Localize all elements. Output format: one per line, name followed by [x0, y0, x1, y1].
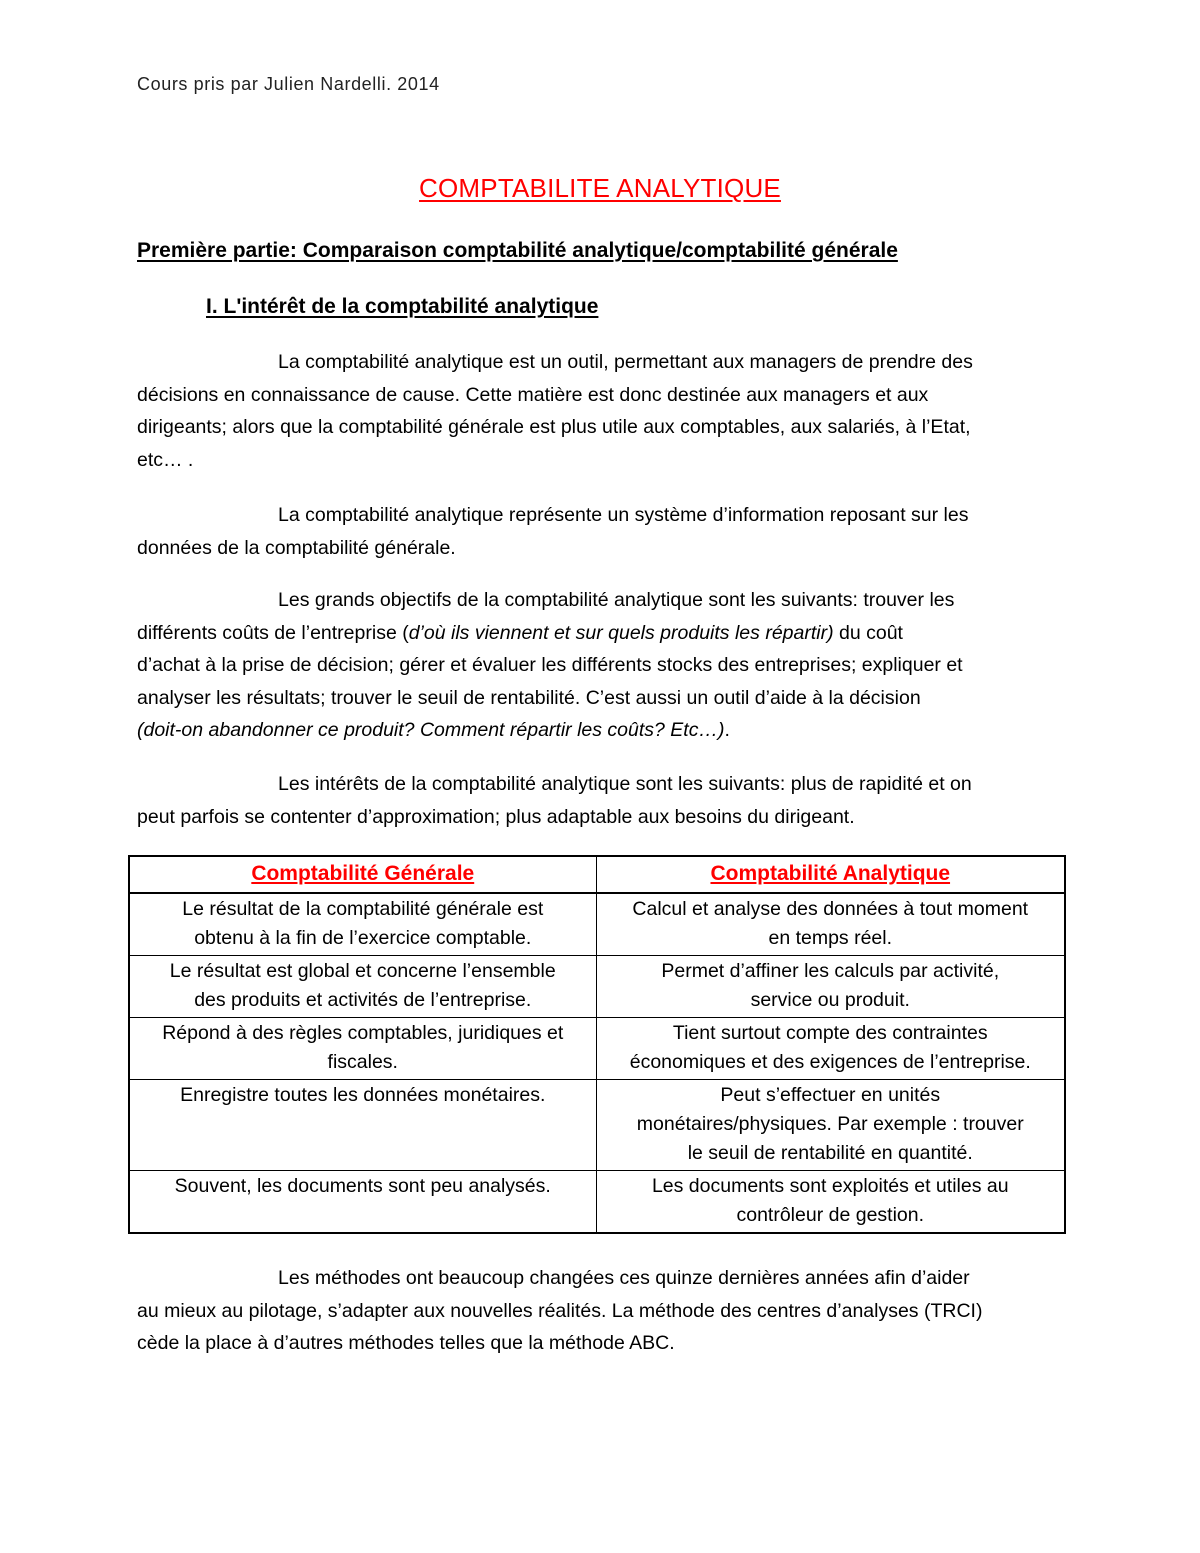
- cell-line: Peut s’effectuer en unités: [720, 1084, 941, 1106]
- table-cell-general: [129, 1080, 596, 1171]
- paragraph-line: [137, 617, 1067, 650]
- paragraph-line: données de la comptabilité générale.: [137, 536, 456, 559]
- table-cell-analytique: [596, 956, 1065, 1018]
- cell-line: contrôleur de gestion.: [736, 1204, 925, 1226]
- italic-text-run: (doit-on abandonner ce produit? Comment répartir les coûts? Etc…): [137, 719, 725, 741]
- cell-line: Souvent, les documents sont peu analysés.: [174, 1175, 551, 1197]
- table-cell-analytique: [596, 1018, 1065, 1080]
- text-run: .: [724, 719, 730, 741]
- cell-line: Le résultat de la comptabilité générale est: [182, 898, 544, 920]
- cell-line: Permet d’affiner les calculs par activité,: [661, 960, 1000, 982]
- comparison-table: [128, 855, 1066, 1234]
- cell-line: Tient surtout compte des contraintes: [672, 1022, 988, 1044]
- column-header-general: Comptabilité Générale: [129, 856, 596, 893]
- cell-line: des produits et activités de l’entreprise.: [194, 989, 532, 1011]
- paragraph-line: La comptabilité analytique représente un système d’information reposant sur les: [278, 504, 969, 526]
- cell-line: Calcul et analyse des données à tout moment: [632, 898, 1029, 920]
- table-cell-analytique: [596, 893, 1065, 956]
- cell-line: Répond à des règles comptables, juridiques et: [162, 1022, 564, 1044]
- table-header-row: [129, 856, 1065, 893]
- text-run: différents coûts de l’entreprise (: [137, 621, 409, 644]
- cell-line: en temps réel.: [768, 927, 893, 949]
- cell-line: Enregistre toutes les données monétaires.: [180, 1084, 546, 1106]
- section-heading: I. L'intérêt de la comptabilité analytique: [206, 295, 599, 318]
- paragraph-line: Les intérêts de la comptabilité analytique sont les suivants: plus de rapidité et on: [278, 773, 972, 795]
- paragraph-line: Les méthodes ont beaucoup changées ces quinze dernières années afin d’aider: [278, 1267, 970, 1289]
- paragraph-line: analyser les résultats; trouver le seuil de rentabilité. C’est aussi un outil d’aide à la décision: [137, 686, 921, 709]
- cell-line: le seuil de rentabilité en quantité.: [687, 1142, 973, 1164]
- table-row: [129, 1171, 1065, 1234]
- paragraph-line: décisions en connaissance de cause. Cette matière est donc destinée aux managers et aux: [137, 383, 929, 406]
- table-cell-general: [129, 1171, 596, 1234]
- table-cell-analytique: [596, 1171, 1065, 1234]
- column-header-analytique: Comptabilité Analytique: [596, 856, 1065, 893]
- cell-line: Les documents sont exploités et utiles au: [651, 1175, 1009, 1197]
- paragraph-methods: [137, 1262, 1067, 1360]
- table-cell-general: [129, 1018, 596, 1080]
- paragraph-objectives: [137, 584, 1067, 747]
- cell-line: monétaires/physiques. Par exemple : trouver: [636, 1113, 1024, 1135]
- table-cell-general: [129, 956, 596, 1018]
- italic-text-run: d’où ils viennent et sur quels produits les répartir): [408, 621, 834, 644]
- table-cell-general: [129, 893, 596, 956]
- paragraph-line: Les grands objectifs de la comptabilité analytique sont les suivants: trouver les: [278, 589, 955, 611]
- paragraph-line: dirigeants; alors que la comptabilité générale est plus utile aux comptables, aux salariés, à l’Etat,: [137, 416, 971, 438]
- paragraph-line: cède la place à d’autres méthodes telles que la méthode ABC.: [137, 1332, 675, 1354]
- paragraph-line: peut parfois se contenter d’approximation; plus adaptable aux besoins du dirigeant.: [137, 805, 855, 828]
- table-row: [129, 1018, 1065, 1080]
- cell-line: économiques et des exigences de l’entreprise.: [629, 1051, 1031, 1073]
- paragraph-line: [137, 714, 1067, 747]
- table-cell-analytique: [596, 1080, 1065, 1171]
- table-row: [129, 1080, 1065, 1171]
- header-note: Cours pris par Julien Nardelli. 2014: [137, 74, 440, 94]
- cell-line: service ou produit.: [750, 989, 910, 1011]
- paragraph-information-system: [137, 499, 1067, 564]
- paragraph-line: etc… .: [137, 448, 194, 471]
- table-row: [129, 956, 1065, 1018]
- paragraph-advantages: [137, 768, 1067, 833]
- paragraph-intro: [137, 346, 1067, 476]
- text-run: du coût: [833, 621, 903, 644]
- table-row: [129, 893, 1065, 956]
- paragraph-line: d’achat à la prise de décision; gérer et évaluer les différents stocks des entreprises; expliquer et: [137, 654, 963, 676]
- cell-line: fiscales.: [327, 1051, 398, 1073]
- cell-line: obtenu à la fin de l’exercice comptable.: [194, 927, 532, 949]
- paragraph-line: La comptabilité analytique est un outil, permettant aux managers de prendre des: [278, 351, 973, 373]
- cell-line: Le résultat est global et concerne l’ensemble: [169, 960, 556, 982]
- part-heading: Première partie: Comparaison comptabilité analytique/comptabilité générale: [137, 239, 898, 262]
- document-title: COMPTABILITE ANALYTIQUE: [419, 173, 781, 203]
- paragraph-line: au mieux au pilotage, s’adapter aux nouvelles réalités. La méthode des centres d’analyses (TRCI): [137, 1299, 983, 1322]
